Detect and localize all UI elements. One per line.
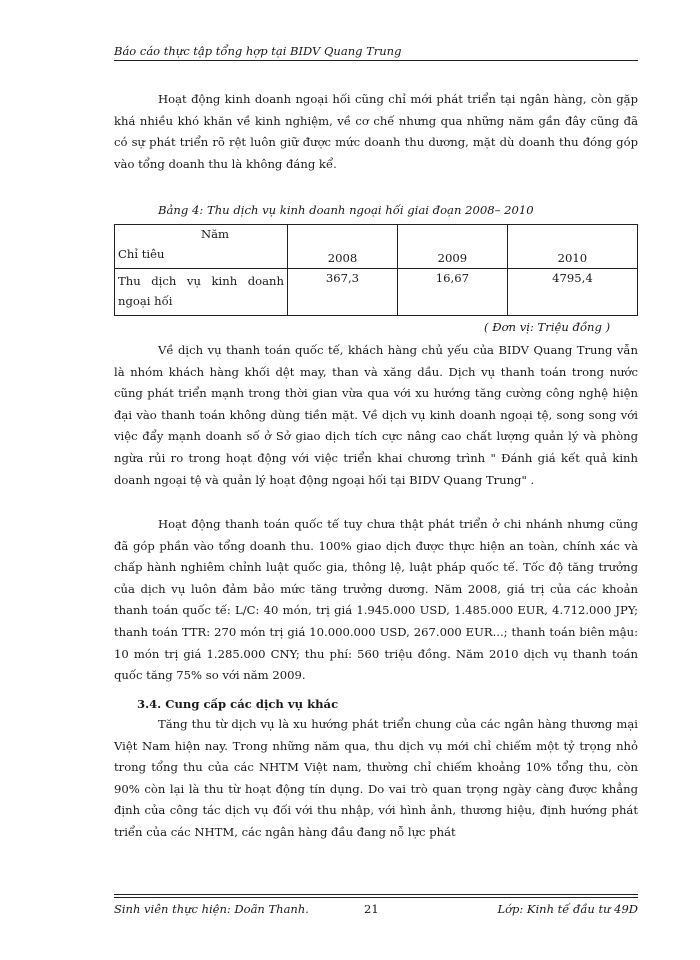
row-label: Thu dịch vụ kinh doanh ngoại hối [115,269,288,316]
section-heading: 3.4. Cung cấp các dịch vụ khác [137,697,339,711]
corner-year-label: Năm [201,227,230,241]
paragraph-4 [114,714,638,844]
table-corner-cell [115,225,288,269]
page-number: 21 [364,902,379,916]
header-rule [114,60,638,61]
paragraph-4-text: Tăng thu từ dịch vụ là xu hướng phát triển chung của các ngân hàng thương mại Việt Nam hiện nay. Trong những năm qua, thu dịch vụ mới chỉ chiếm một tỷ trọng nhỏ trong tổng thu của các NHTM Việt nam, thường chỉ chiếm khoảng 10% tổng thu, còn 90% còn lại là thu từ hoạt động tín dụng. Do vai trò quan trọng ngày càng được khẳng định của công tác dịch vụ đối với thu nhập, với hình ảnh, thương hiệu, định hướng phát triển của các NHTM, các ngân hàng đầu đang nỗ lực phát [114,717,638,839]
year-header: 2009 [397,225,507,269]
revenue-table [114,224,638,316]
table-caption: Bảng 4: Thu dịch vụ kinh doanh ngoại hối giai đoạn 2008– 2010 [158,203,534,217]
intro-text: Hoạt động kinh doanh ngoại hối cũng chỉ mới phát triển tại ngân hàng, còn gặp khá nhiều khó khăn về kinh nghiệm, về cơ chế nhưng qua những năm gần đây cũng đã có sự phát triển rõ rệt luôn giữ được mức doanh thu dương, mặt dù doanh thu đóng góp vào tổng doanh thu là không đáng kể. [114,92,638,171]
table-cell-value: 367,3 [288,269,398,316]
table-cell-value: 4795,4 [507,269,637,316]
page-header: Báo cáo thực tập tổng hợp tại BIDV Quang Trung [114,44,402,58]
table-header-row [115,225,638,269]
paragraph-2-text: Về dịch vụ thanh toán quốc tế, khách hàng chủ yếu của BIDV Quang Trung vẫn là nhóm khách hàng khối dệt may, than và xăng dầu. Dịch vụ thanh toán trong nước cũng phát triển mạnh trong thời gian vừa qua với xu hướng tăng cường công nghệ hiện đại vào thanh toán không dùng tiền mặt. Về dịch vụ kinh doanh ngoại tệ, song song với việc đẩy mạnh doanh số ở Sở giao dịch tích cực nâng cao chất lượng quản lý và phòng ngừa rủi ro trong hoạt động với việc triển khai chương trình " Đánh giá kết quả kinh doanh ngoại tệ và quản lý hoạt động ngoại hối tại BIDV Quang Trung" . [114,343,638,487]
year-header: 2010 [507,225,637,269]
year-header: 2008 [288,225,398,269]
unit-note: ( Đơn vị: Triệu đồng ) [484,320,611,334]
table-row [115,269,638,316]
table-cell-value: 16,67 [397,269,507,316]
footer-rule [114,894,638,895]
footer-class: Lớp: Kinh tế đầu tư 49D [497,902,638,916]
paragraph-3-text: Hoạt động thanh toán quốc tế tuy chưa thật phát triển ở chi nhánh nhưng cũng đã góp phần vào tổng doanh thu. 100% giao dịch được thực hiện an toàn, chính xác và chấp hành nghiêm chỉnh luật quốc gia, thông lệ, luật pháp quốc tế. Tốc độ tăng trưởng của dịch vụ luôn đảm bảo mức tăng trưởng dương. Năm 2008, giá trị của các khoản thanh toán quốc tế: L/C: 40 món, trị giá 1.945.000 USD, 1.485.000 EUR, 4.712.000 JPY; thanh toán TTR: 270 món trị giá 10.000.000 USD, 267.000 EUR...; thanh toán biên mậu: 10 món trị giá 1.285.000 CNY; thu phí: 560 triệu đồng. Năm 2010 dịch vụ thanh toán quốc tăng 75% so với năm 2009. [114,517,638,683]
paragraph-3 [114,514,638,687]
footer-author: Sinh viên thực hiện: Doãn Thanh. [114,902,309,916]
corner-indicator-label: Chỉ tiêu [118,247,165,261]
footer-rule-2 [114,897,638,898]
intro-paragraph [114,89,638,175]
paragraph-2 [114,340,638,491]
